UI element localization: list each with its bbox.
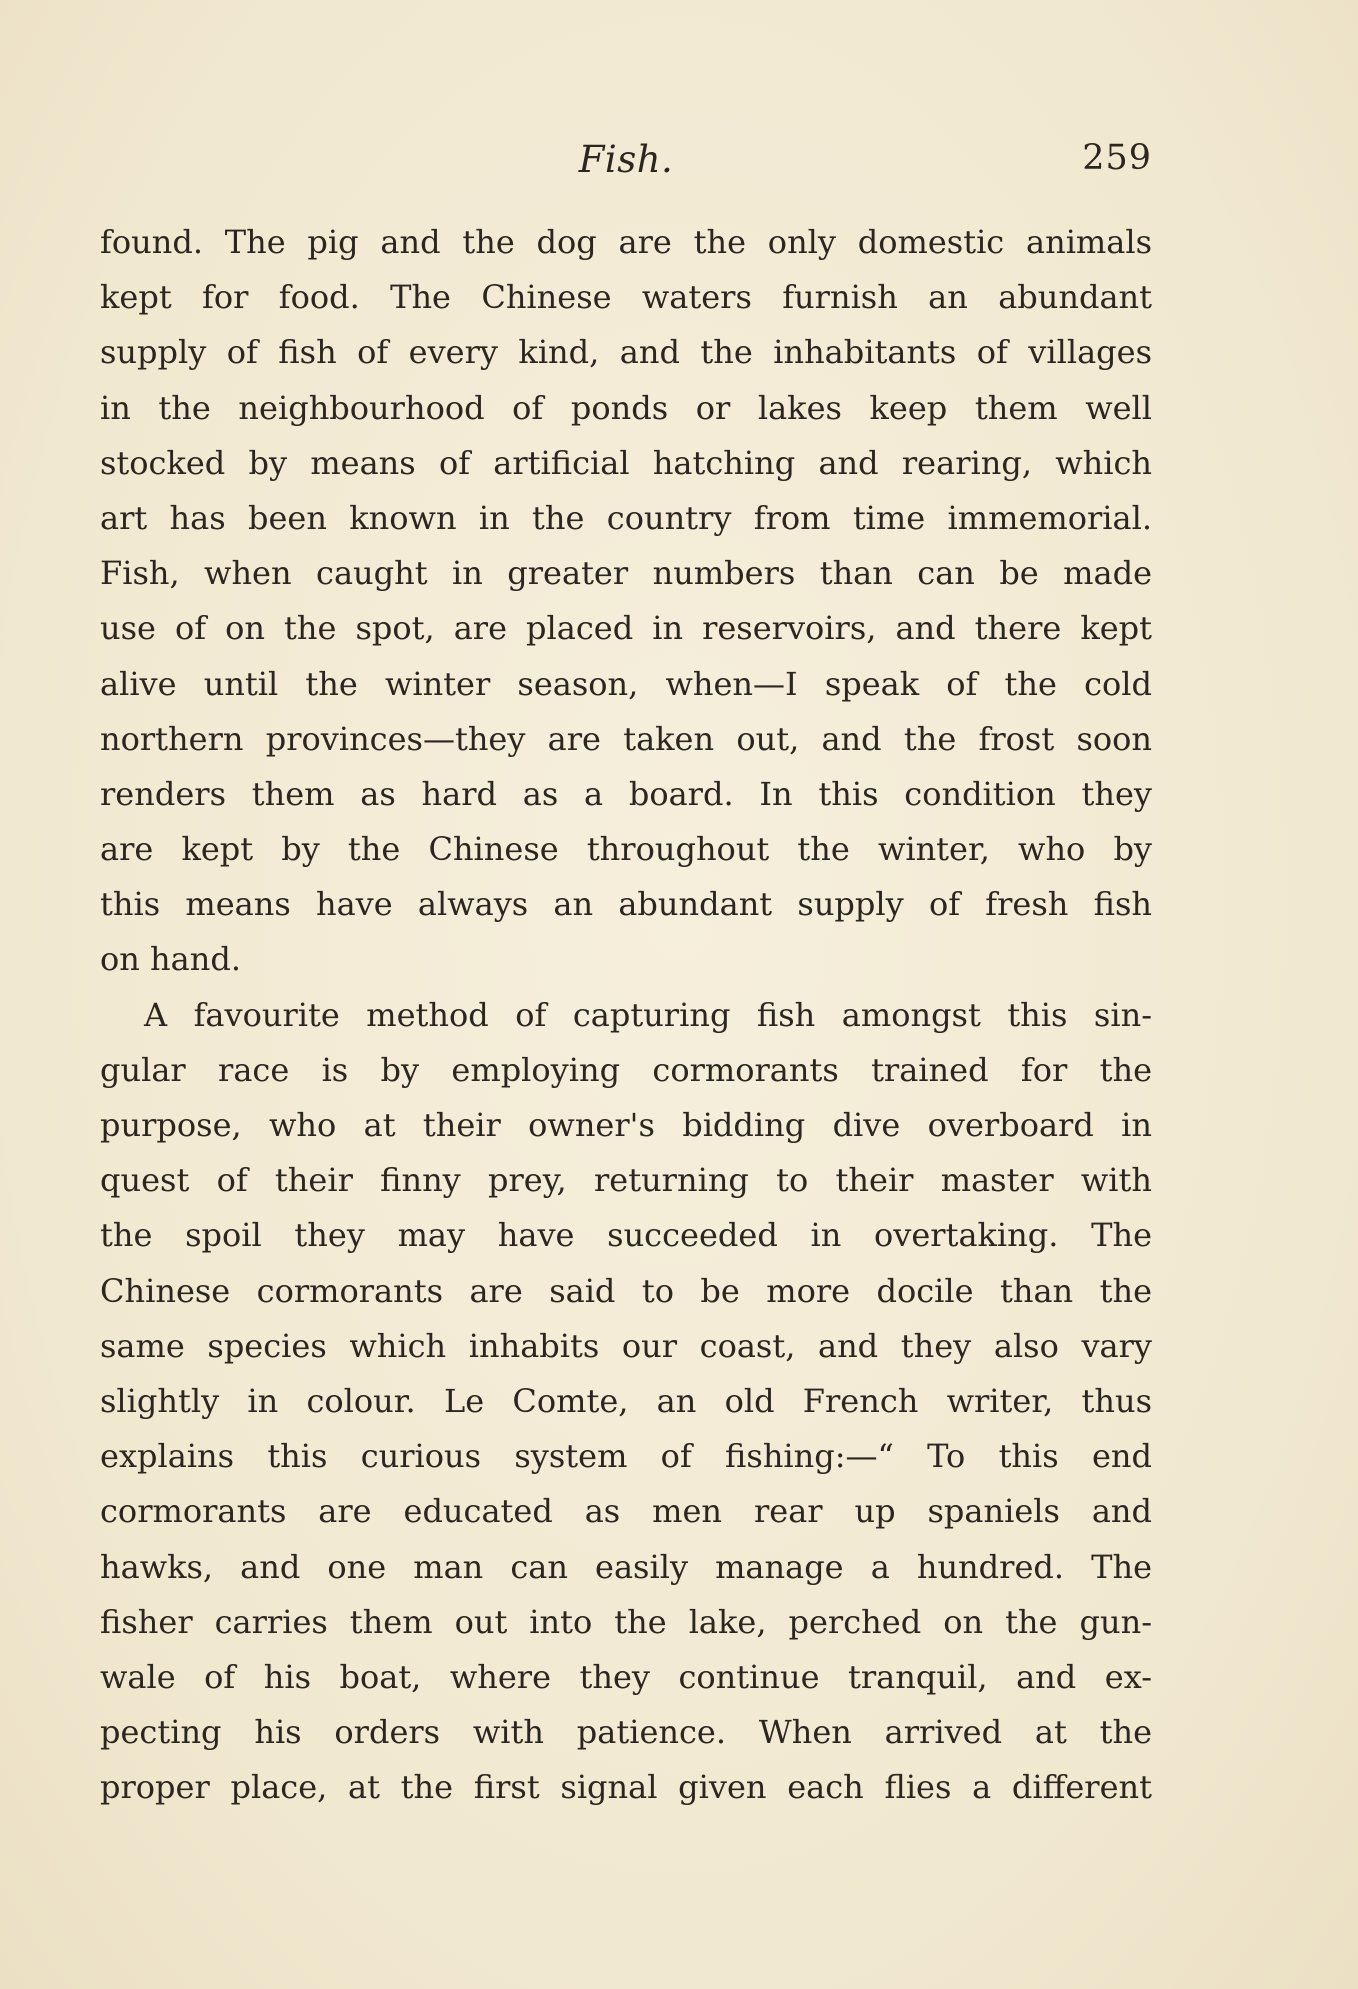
text-line: hawks, and one man can easily manage a hundred. The	[100, 1547, 1152, 1586]
text-line: cormorants are educated as men rear up spaniels and	[100, 1492, 1152, 1531]
text-line: Fish, when caught in greater numbers than can be made	[100, 554, 1152, 593]
text-line: this means have always an abundant supply of fresh fish	[100, 885, 1152, 924]
page-title: Fish.	[578, 138, 674, 181]
text-line: explains this curious system of fishing:—“ To this end	[100, 1437, 1152, 1476]
text-line: renders them as hard as a board. In this condition they	[100, 774, 1152, 813]
text-line: on hand.	[100, 940, 241, 979]
text-line: in the neighbourhood of ponds or lakes keep them well	[100, 388, 1152, 427]
text-line: northern provinces—they are taken out, and the frost soon	[100, 719, 1152, 758]
text-line: pecting his orders with patience. When arrived at the	[100, 1713, 1152, 1752]
text-line: art has been known in the country from time immemorial.	[100, 498, 1152, 537]
text-line: quest of their finny prey, returning to their master with	[100, 1161, 1152, 1200]
text-line: proper place, at the first signal given each flies a different	[100, 1768, 1152, 1807]
text-line: kept for food. The Chinese waters furnish an abundant	[100, 278, 1152, 317]
body-text	[100, 215, 1152, 1815]
text-line: gular race is by employing cormorants trained for the	[100, 1050, 1152, 1089]
text-line: the spoil they may have succeeded in overtaking. The	[100, 1216, 1152, 1255]
page-number: 259	[1082, 138, 1152, 178]
text-line: stocked by means of artificial hatching and rearing, which	[100, 443, 1152, 482]
text-line: Chinese cormorants are said to be more docile than the	[100, 1271, 1152, 1310]
text-line: alive until the winter season, when—I speak of the cold	[100, 664, 1152, 703]
text-line: supply of fish of every kind, and the inhabitants of villages	[100, 333, 1152, 372]
running-head	[100, 138, 1152, 188]
text-line: slightly in colour. Le Comte, an old French writer, thus	[100, 1381, 1152, 1420]
text-line: use of on the spot, are placed in reservoirs, and there kept	[100, 609, 1152, 648]
text-line: fisher carries them out into the lake, perched on the gun-	[100, 1602, 1152, 1641]
text-line: purpose, who at their owner's bidding dive overboard in	[100, 1106, 1152, 1144]
text-line: are kept by the Chinese throughout the winter, who by	[100, 830, 1152, 869]
text-line: found. The pig and the dog are the only domestic animals	[100, 223, 1152, 261]
text-line: A favourite method of capturing fish amongst this sin-	[144, 995, 1152, 1034]
text-line: wale of his boat, where they continue tranquil, and ex-	[100, 1657, 1152, 1696]
text-line: same species which inhabits our coast, and they also vary	[100, 1326, 1152, 1365]
